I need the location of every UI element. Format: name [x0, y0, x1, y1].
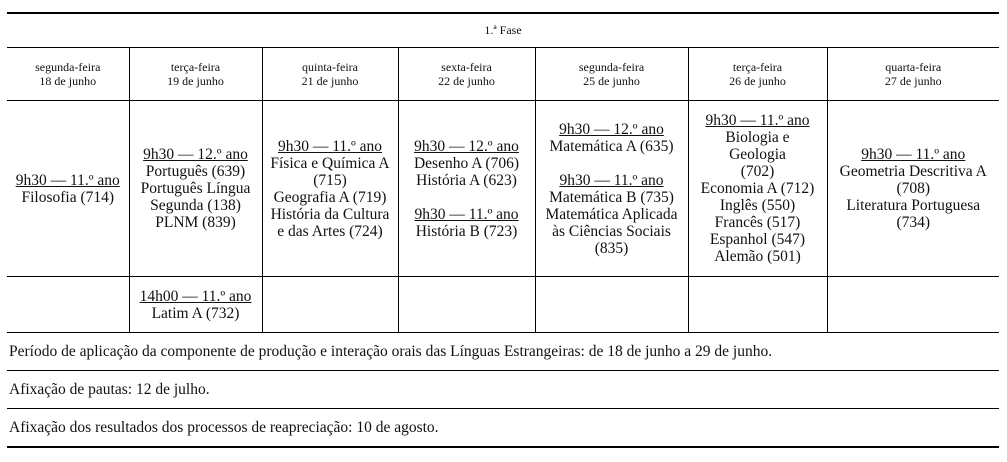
exam-calendar — [7, 12, 999, 448]
slot-time: 9h30 — 11.º ano — [15, 171, 120, 189]
weekday: quinta-feira — [302, 60, 358, 74]
subject: e das Artes (724) — [277, 222, 383, 240]
subject: às Ciências Sociais — [552, 222, 671, 240]
weekday: quarta-feira — [885, 60, 942, 74]
note-line: Afixação dos resultados dos processos de reapreciação: 10 de agosto. — [7, 409, 999, 448]
day-header — [129, 48, 262, 101]
subject: Geologia — [729, 146, 786, 163]
subject: Português Língua — [140, 180, 251, 197]
exam-cell — [688, 101, 827, 277]
subject: Português (639) — [145, 163, 246, 180]
subject: Matemática B (735) — [549, 188, 674, 206]
subject: Matemática Aplicada — [545, 205, 678, 223]
exam-slot — [536, 121, 688, 155]
weekday: segunda-feira — [35, 60, 101, 74]
notes-section — [7, 333, 999, 448]
subject: História da Cultura — [270, 205, 390, 223]
slot-time: 9h30 — 11.º ano — [414, 205, 519, 223]
note-line: Afixação de pautas: 12 de julho. — [7, 371, 999, 409]
subject: Geometria Descritiva A — [839, 163, 987, 180]
exam-cell — [827, 101, 999, 277]
extra-cell — [262, 277, 398, 333]
day-header — [262, 48, 398, 101]
slot-time: 9h30 — 12.º ano — [143, 146, 248, 163]
exam-slot — [130, 288, 262, 322]
slot-time: 14h00 — 11.º ano — [139, 287, 252, 305]
day-header — [688, 48, 827, 101]
exam-cell — [7, 101, 129, 277]
weekday: sexta-feira — [441, 60, 492, 74]
subject: Inglês (550) — [719, 197, 796, 214]
subject: PLNM (839) — [155, 214, 236, 231]
exam-slot — [689, 112, 827, 265]
extra-cell — [398, 277, 535, 333]
subject: Biologia e — [725, 129, 790, 146]
subject: Segunda (138) — [150, 197, 241, 214]
subject: (708) — [896, 180, 931, 197]
day-header — [7, 48, 129, 101]
extra-cell — [7, 277, 129, 333]
date: 25 de junho — [583, 74, 640, 88]
note-line: Período de aplicação da componente de produção e interação orais das Línguas Estrangeiras: de 18 de junho a 29 de junho. — [7, 333, 999, 371]
subject: (715) — [313, 171, 347, 189]
subject: Literatura Portuguesa — [846, 197, 981, 214]
extra-cell — [827, 277, 999, 333]
slot-time: 9h30 — 11.º ano — [705, 112, 810, 129]
subject: Latim A (732) — [151, 304, 240, 322]
exam-slot — [263, 138, 398, 240]
day-header-row — [7, 48, 999, 101]
exam-cell — [535, 101, 688, 277]
subject: História B (723) — [415, 222, 518, 240]
slot-time: 9h30 — 11.º ano — [559, 171, 664, 189]
weekday: terça-feira — [732, 60, 783, 74]
subject: Filosofia (714) — [21, 188, 115, 206]
date: 22 de junho — [438, 74, 495, 88]
subject: Espanhol (547) — [709, 231, 806, 248]
subject: Matemática A (635) — [549, 137, 674, 155]
phase-title: 1.ª Fase — [7, 13, 999, 48]
subject: Alemão (501) — [714, 248, 801, 265]
date: 26 de junho — [729, 74, 786, 88]
subject: Francês (517) — [714, 214, 801, 231]
subject: (702) — [740, 163, 775, 180]
subject: (734) — [896, 214, 931, 231]
exam-slot — [828, 146, 1000, 231]
schedule-table — [7, 12, 999, 333]
subject: Física e Química A — [270, 154, 390, 172]
subject: Economia A (712) — [700, 180, 815, 197]
phase-row — [7, 13, 999, 48]
slot-time: 9h30 — 12.º ano — [559, 120, 664, 138]
day-header — [827, 48, 999, 101]
date: 18 de junho — [39, 74, 97, 88]
subject: Geografia A (719) — [273, 188, 387, 206]
extra-cell — [688, 277, 827, 333]
extra-cell — [535, 277, 688, 333]
slot-time: 9h30 — 11.º ano — [277, 137, 383, 155]
slot-time: 9h30 — 12.º ano — [414, 137, 519, 155]
exam-slot — [536, 172, 688, 257]
date: 21 de junho — [301, 74, 359, 88]
afternoon-row — [7, 277, 999, 333]
weekday: segunda-feira — [578, 60, 645, 74]
subject: História A (623) — [416, 171, 517, 189]
extra-cell — [129, 277, 262, 333]
weekday: terça-feira — [170, 60, 221, 74]
exam-slot — [399, 138, 535, 189]
date: 19 de junho — [167, 74, 224, 88]
subject: (835) — [594, 239, 629, 257]
exam-cell — [129, 101, 262, 277]
exam-cell — [262, 101, 398, 277]
day-header — [535, 48, 688, 101]
slot-time: 9h30 — 11.º ano — [861, 146, 966, 163]
exam-slot — [7, 172, 129, 206]
date: 27 de junho — [884, 74, 942, 88]
exam-slot — [399, 206, 535, 240]
morning-row — [7, 101, 999, 277]
day-header — [398, 48, 535, 101]
exam-slot — [130, 146, 262, 231]
exam-cell — [398, 101, 535, 277]
subject: Desenho A (706) — [413, 154, 520, 172]
